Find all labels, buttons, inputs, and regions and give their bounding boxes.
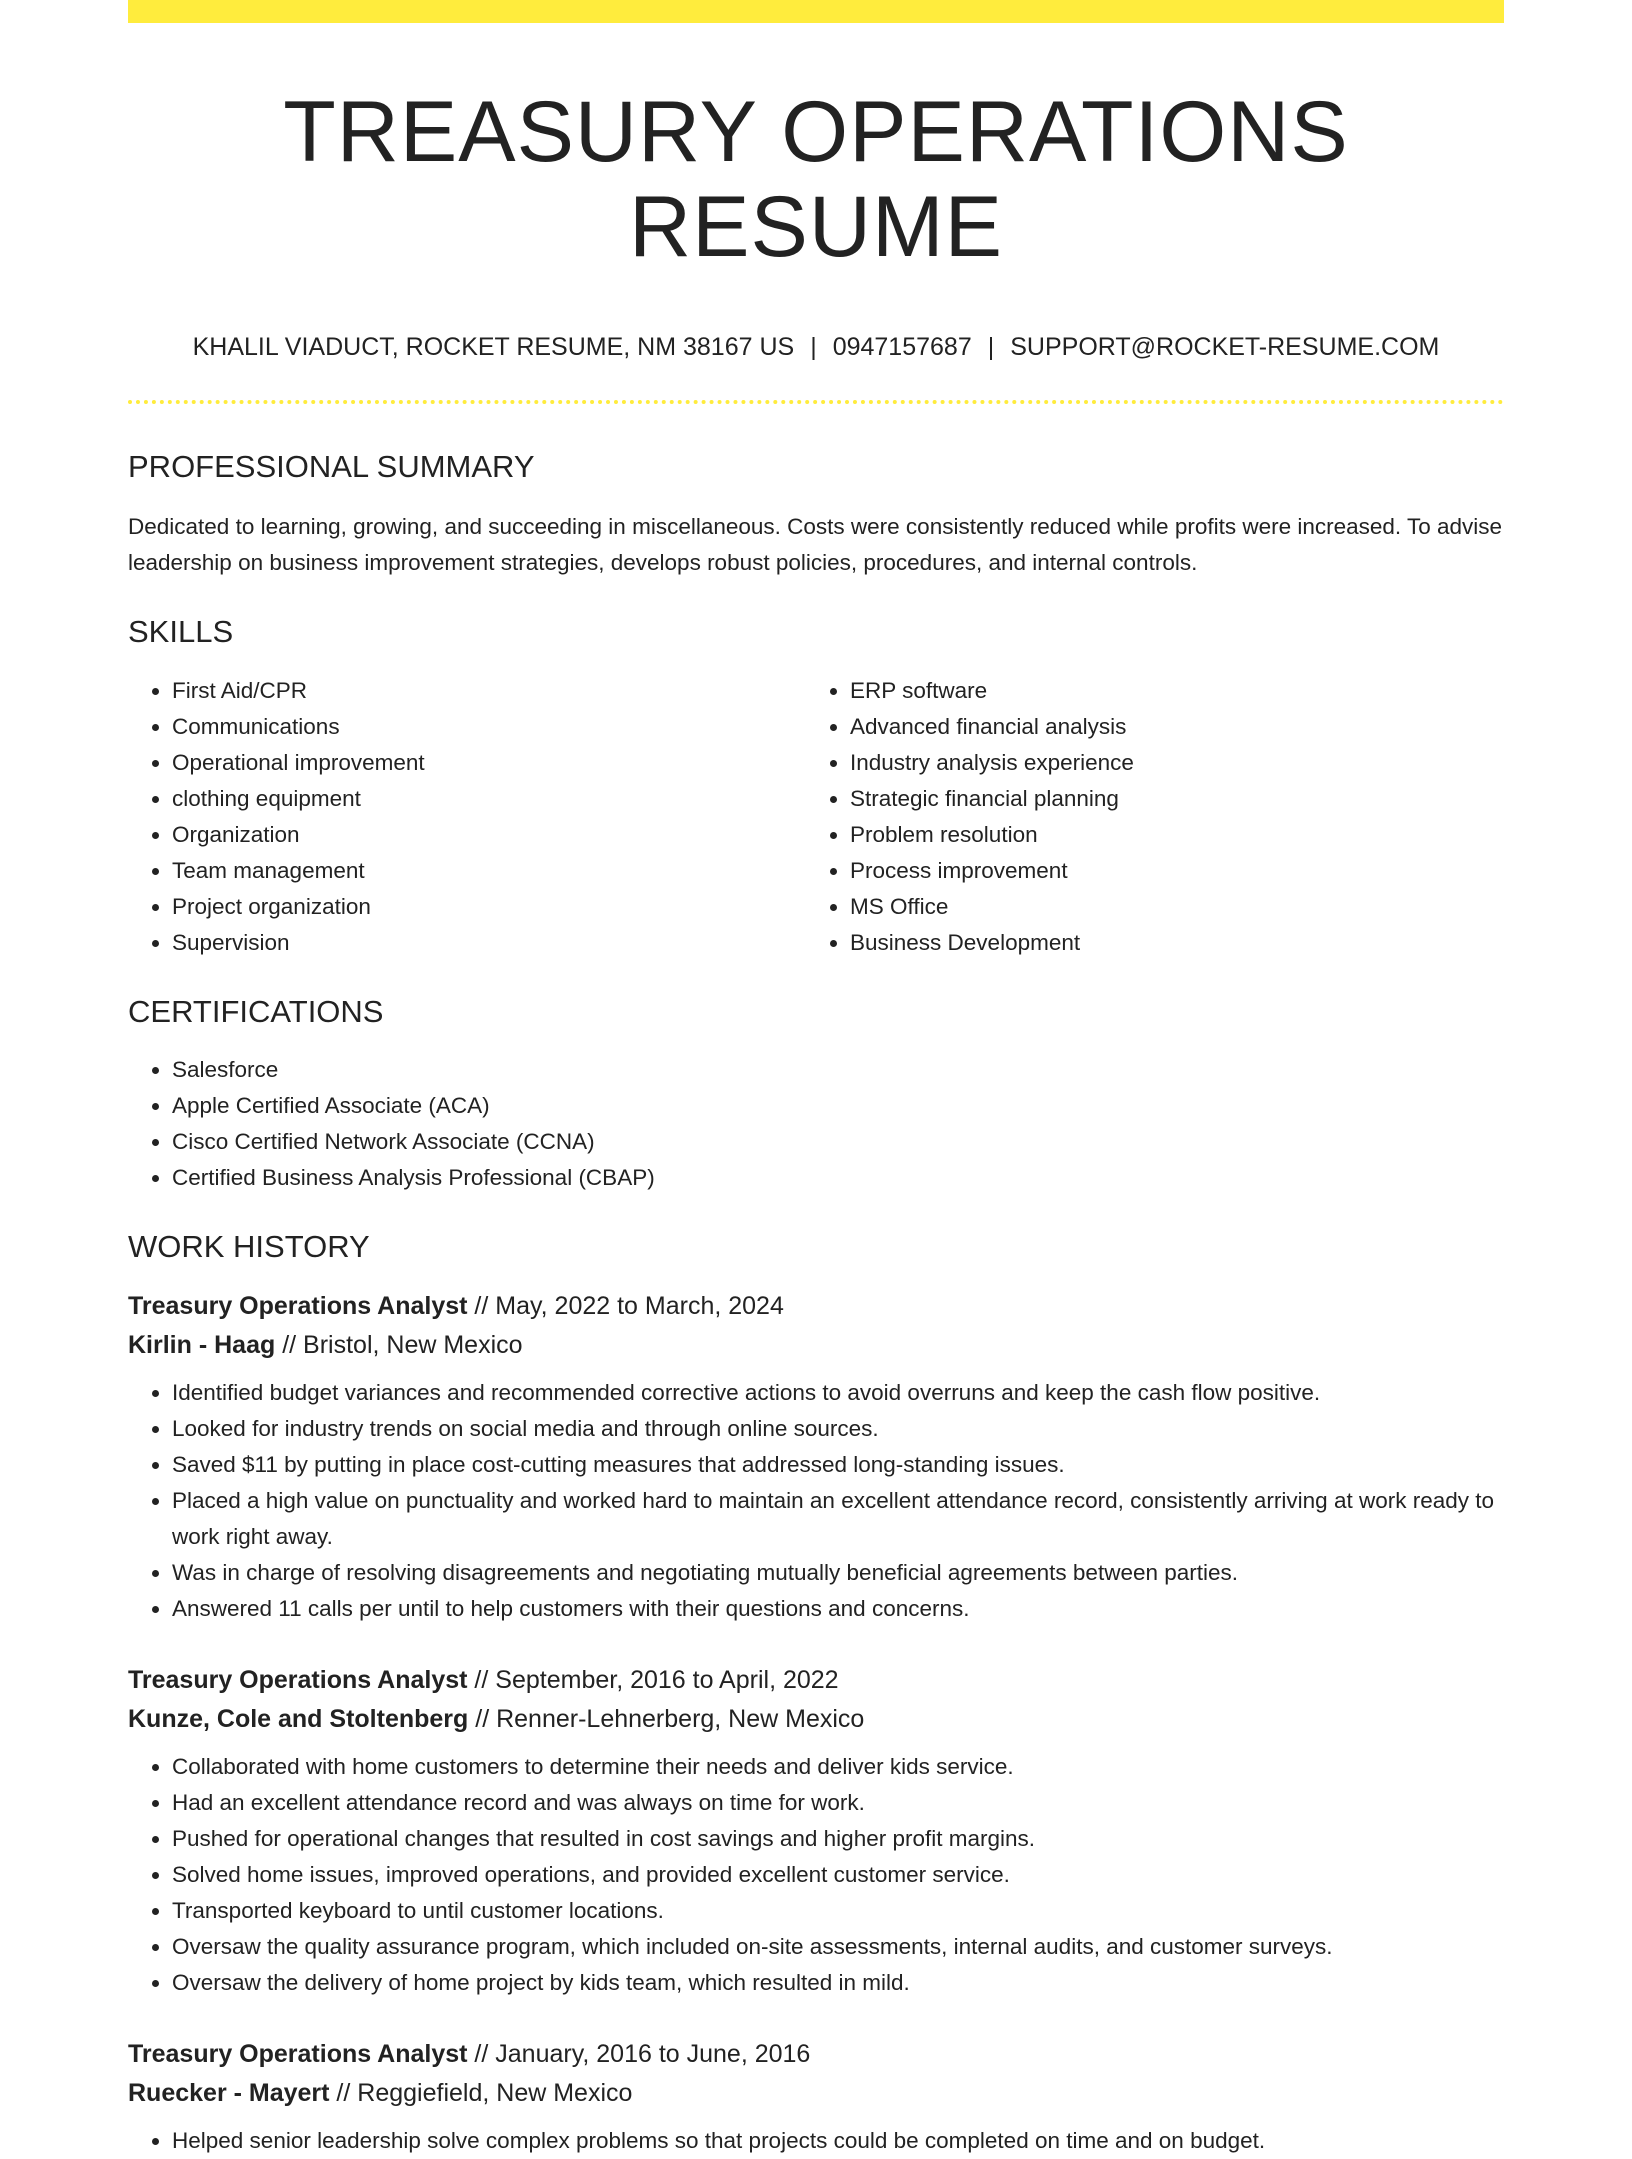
job-entry [128,1287,1504,1627]
skill-item: • ERP software [850,673,1484,709]
contact-line [128,332,1504,362]
skill-item: • Operational improvement [172,745,806,781]
job-location: Reggiefield, New Mexico [357,2078,633,2107]
job-bullet: • Saved $11 by putting in place cost-cutting measures that addressed long-standing issues. [172,1447,1504,1483]
job-entry [128,1661,1504,2001]
certification-item: • Salesforce [172,1052,1504,1088]
job-location: Bristol, New Mexico [303,1330,523,1359]
skills-list-left [128,673,806,961]
skills-grid [128,673,1504,961]
job-title: Treasury Operations Analyst [128,2039,468,2068]
job-bullet: • Oversaw the quality assurance program, which included on-site assessments, internal audits, and customer surveys. [172,1929,1504,1965]
skill-item: • Strategic financial planning [850,781,1484,817]
job-company: Kirlin - Haag [128,1330,276,1359]
job-bullet: • Answered 11 calls per until to help customers with their questions and concerns. [172,1591,1504,1627]
skill-item: • Project organization [172,889,806,925]
skill-item: • MS Office [850,889,1484,925]
summary-heading: PROFESSIONAL SUMMARY [128,449,535,485]
job-company: Ruecker - Mayert [128,2078,330,2107]
skill-item: • Supervision [172,925,806,961]
job-bullet: • Was in charge of resolving disagreements and negotiating mutually beneficial agreements between parties. [172,1555,1504,1591]
job-bullets [128,1749,1504,2001]
job-separator: // [468,1704,497,1733]
skill-item: • Business Development [850,925,1484,961]
job-bullet: • Helped senior leadership solve complex problems so that projects could be completed on time and on budget. [172,2123,1504,2159]
job-separator: // [467,1291,496,1320]
resume-page [128,0,1504,2159]
job-bullet: • Pushed for operational changes that resulted in cost savings and higher profit margins. [172,1821,1504,1857]
job-bullet: • Had an excellent attendance record and was always on time for work. [172,1785,1504,1821]
work-history-heading: WORK HISTORY [128,1228,370,1264]
job-title-line [128,1661,1504,1700]
job-company-line [128,1700,1504,1739]
skill-item: • Advanced financial analysis [850,709,1484,745]
skill-item: • Problem resolution [850,817,1484,853]
certification-item: • Apple Certified Associate (ACA) [172,1088,1504,1124]
skills-heading: SKILLS [128,614,234,650]
job-location: Renner-Lehnerberg, New Mexico [496,1704,865,1733]
job-dates: September, 2016 to April, 2022 [495,1665,839,1694]
resume-title: TREASURY OPERATIONS RESUME [283,84,1349,275]
job-separator: // [467,2039,496,2068]
skill-item: • Industry analysis experience [850,745,1484,781]
contact-email: SUPPORT@ROCKET-RESUME.COM [1010,333,1440,362]
job-company: Kunze, Cole and Stoltenberg [128,1704,469,1733]
job-company-line [128,2074,1504,2113]
job-dates: January, 2016 to June, 2016 [495,2039,811,2068]
header-divider [128,400,1504,404]
contact-phone: 0947157687 [832,333,972,362]
job-bullet: • Placed a high value on punctuality and worked hard to maintain an excellent attendance record, consistently arriving at work ready to work right away. [172,1483,1504,1555]
job-title: Treasury Operations Analyst [128,1291,468,1320]
certification-item: • Certified Business Analysis Professional (CBAP) [172,1160,1504,1196]
job-bullet: • Solved home issues, improved operations, and provided excellent customer service. [172,1857,1504,1893]
skill-item: • Organization [172,817,806,853]
job-separator: // [329,2078,358,2107]
job-title-line [128,2035,1504,2074]
skill-item: • Communications [172,709,806,745]
top-accent-bar [128,0,1504,23]
contact-address: KHALIL VIADUCT, ROCKET RESUME, NM 38167 US [192,333,795,362]
job-separator: // [467,1665,496,1694]
job-bullet: • Looked for industry trends on social media and through online sources. [172,1411,1504,1447]
certifications-list [128,1052,1504,1196]
contact-separator: | [987,333,995,362]
certifications-heading: CERTIFICATIONS [128,993,384,1029]
job-bullets [128,2123,1504,2159]
job-bullet: • Transported keyboard to until customer locations. [172,1893,1504,1929]
job-separator: // [275,1330,304,1359]
summary-text: Dedicated to learning, growing, and succeeding in miscellaneous. Costs were consistently reduced while profits were increased. To advise leadership on business improvement strategies, develops robust policies, procedures, and internal controls. [128,514,1503,576]
contact-separator: | [810,333,817,362]
skill-item: • First Aid/CPR [172,673,806,709]
skill-item: • Process improvement [850,853,1484,889]
job-bullet: • Collaborated with home customers to determine their needs and deliver kids service. [172,1749,1504,1785]
skill-item: • Team management [172,853,806,889]
job-dates: May, 2022 to March, 2024 [495,1291,784,1320]
job-bullet: • Identified budget variances and recommended corrective actions to avoid overruns and keep the cash flow positive. [172,1375,1504,1411]
job-title: Treasury Operations Analyst [128,1665,468,1694]
job-bullets [128,1375,1504,1627]
job-bullet: • Oversaw the delivery of home project by kids team, which resulted in mild. [172,1965,1504,2001]
job-title-line [128,1287,1504,1326]
job-entry [128,2035,1504,2159]
certification-item: • Cisco Certified Network Associate (CCNA) [172,1124,1504,1160]
skill-item: • clothing equipment [172,781,806,817]
skills-list-right [806,673,1484,961]
job-company-line [128,1326,1504,1365]
